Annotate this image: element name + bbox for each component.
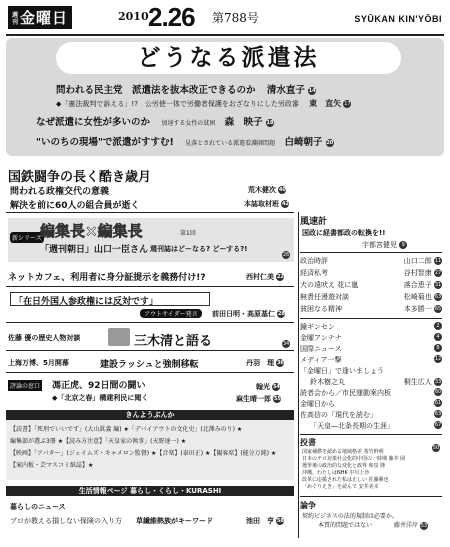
masthead-divider <box>6 34 444 36</box>
magazine-logo: 週刊金曜日 <box>8 6 72 29</box>
topics-list: 国家補償を認める地域格差 茶竹幹明 日本のテロ対策社会化的中国の一時期 藤井 岡 選挙後の政治的な変化と政界 和泉 隆 沖縄、わたしはNHK 中川上沙 改革に応援された私は正しい 佐藤勝也 「めぐりえき」を読んで 安井美幸 <box>302 449 406 490</box>
topics-header: 投書 <box>300 438 316 447</box>
kokutetsu-author2: 本誌取材班 42 <box>244 200 289 208</box>
feature-item[interactable]: ◆「憲法裁判で訴える」!? 公労使一体で労働者保護をおざなりにした労政審 東 直矢 17 <box>56 99 351 108</box>
kurashi-row: プロが教える損しない保険の入り方 <box>10 517 122 525</box>
sato-label: 佐藤 優の歴史人物対談 <box>8 334 81 342</box>
kinyou-row: 【読書】「死刑でいいです」(大山眞義 編) ★「デバイアウトの文化史」(北澤みのり) ★ <box>10 426 243 433</box>
page-number: 50 <box>432 444 440 451</box>
shanghai-title[interactable]: 建設ラッシュと強制移転 <box>100 360 199 370</box>
divider <box>6 322 294 323</box>
outsider-badge: アウトサイダー発言 <box>140 309 202 318</box>
series-badge: 新シリーズ <box>10 232 44 243</box>
series-title[interactable]: 編集長×編集長 <box>40 222 143 240</box>
juku-author1: 翰光 54 <box>256 383 280 391</box>
regular-item[interactable]: 鐘ギンセン 2 <box>300 322 442 332</box>
column-item[interactable]: 無責任漫遊対談 松崎菊也 63 <box>300 293 442 301</box>
page-number: 18 <box>266 119 274 126</box>
divider <box>6 212 294 213</box>
kokutetsu-title[interactable]: 国鉄闘争の長く酷き歳月 <box>8 170 152 185</box>
divider <box>6 372 294 373</box>
page-number: 20 <box>326 139 334 146</box>
kurashi-row: 暮らしのニュース <box>10 503 66 511</box>
divider <box>300 496 442 497</box>
page-number: 34 <box>282 340 290 347</box>
ronso-header: 論争 <box>300 501 316 510</box>
kinyou-header: きんようぶんか <box>6 410 294 420</box>
kurashi-row: 草繊維熱族がキーワード <box>136 517 213 525</box>
kinyou-row: 【映画】「アバター」(ジェイムズ・キャメロン監督) ★【音楽】(泰田正) ★【観客席】(能分万純) ★ <box>10 450 277 457</box>
regular-item[interactable]: 金曜アンテナ 4 <box>300 333 442 343</box>
regular-item[interactable]: メディア一撃 12 <box>300 356 442 364</box>
kokutetsu-sub2: 解決を前に60人の組合員が逝く <box>10 201 140 211</box>
feature-item[interactable]: なぜ派遣に女性が多いのか 加速する女性の貧困 森 映子 18 <box>36 117 274 128</box>
divider <box>6 286 294 287</box>
shanghai-label: 上海万博、5月開幕 <box>8 359 69 367</box>
juku-title[interactable]: 馮正虎、92日間の闘い <box>52 381 146 391</box>
sato-portrait <box>108 328 130 346</box>
page-number: 26 <box>282 251 290 258</box>
page-number: 14 <box>308 87 316 94</box>
regular-item[interactable]: 佐高信の「現代を読む」 63 <box>300 411 442 419</box>
net-title[interactable]: ネットカフェ、利用者に身分証提示を義務付け!? <box>8 273 206 283</box>
net-author: 西村仁美 22 <box>246 273 284 281</box>
regular-item[interactable]: 読者会から／市民運動案内板 60 <box>300 389 442 397</box>
sato-guest[interactable]: 三木清と語る <box>134 334 213 349</box>
column-item[interactable]: 政治時評 山口二郎 11 <box>300 257 442 265</box>
series-question: 週刊誌はどーなる? どーする?! <box>150 245 248 253</box>
kinyou-box <box>6 410 294 480</box>
issue-number: 第788号 <box>212 11 259 25</box>
regular-item[interactable]: 「天皇―北条長期の生涯」 67 <box>310 422 442 430</box>
brand-name: SYŪKAN KIN'YŌBI <box>354 14 442 24</box>
series-guest: 「週刊朝日」山口一臣さん <box>40 245 149 255</box>
feature-title: どうなる派遣法 <box>56 42 401 74</box>
feature-box <box>6 38 444 156</box>
column-item[interactable]: 犬の遠吠え 花に嵐 落合恵子 31 <box>300 281 442 289</box>
kinyou-row: 編集部が選ぶ3冊 ★【読み方注意】「天皇家の執事」(天野達一) ★ <box>10 438 187 445</box>
divider <box>300 434 442 435</box>
juku-sub: ◆「北京之春」構建利民に聞く <box>52 394 149 402</box>
divider <box>6 350 294 351</box>
regular-item[interactable]: 国際ニュース 8 <box>300 344 442 354</box>
regular-item[interactable]: 「金曜日」で逢いましょう <box>300 367 384 375</box>
kokutetsu-author1: 荒木健次 40 <box>248 186 286 194</box>
fudo-author: 宇都宮健児 9 <box>362 240 407 250</box>
fudo-title: 風速計 <box>300 217 328 227</box>
feature-item[interactable]: "いのちの現場"で派遣がすすむ! 見落とされている派遣看護師問題 白崎朝子 20 <box>36 137 334 148</box>
gaikoku-author: 前田日明・高原基仁 28 <box>212 310 285 318</box>
divider <box>300 252 442 253</box>
regular-item[interactable]: 鈴木樹之丸 桐生広人 33 <box>310 378 442 386</box>
juku-author2: 麻生晴一郎 55 <box>236 395 281 403</box>
kurashi-author: 池田 亨 58 <box>246 517 284 525</box>
shanghai-author: 丹羽 理 36 <box>246 359 284 367</box>
ronso-title[interactable]: 契約ビジネスの法的規制は必要か。 <box>302 513 398 520</box>
feature-item[interactable]: 問われる民主党 派遣法を抜本改正できるのか 清水直子 14 <box>56 85 316 96</box>
ronso-sub: 本質的問題ではない <box>318 522 373 529</box>
kinyou-row: 【案内板・芸マスコミ紙誌】★ <box>10 462 94 469</box>
column-item[interactable]: 貧困なる精神 本多勝一 65 <box>300 305 442 313</box>
kokutetsu-sub1: 問われる政権交代の意義 <box>10 187 110 197</box>
juku-badge: 評論の窓口 <box>8 380 42 391</box>
ronso-author: 藤井洋岸 53 <box>394 522 428 529</box>
column-divider <box>298 212 299 538</box>
regular-item[interactable]: 金曜日から 61 <box>300 400 442 408</box>
series-tag: 第1回 <box>180 230 196 237</box>
kurashi-header: 生活情報ページ 暮らし・くらし・KURASHI <box>6 486 294 496</box>
gaikoku-title[interactable]: 「在日外国人参政権には反対です」 <box>14 297 159 307</box>
issue-date: 2.26 <box>148 2 195 32</box>
divider <box>300 318 442 319</box>
page-number: 17 <box>344 101 351 107</box>
fudo-sub[interactable]: 国政に経書都政の転換を!! <box>302 229 386 237</box>
column-item[interactable]: 経済私考 谷村智康 27 <box>300 269 442 277</box>
year: 2010 <box>118 10 149 23</box>
